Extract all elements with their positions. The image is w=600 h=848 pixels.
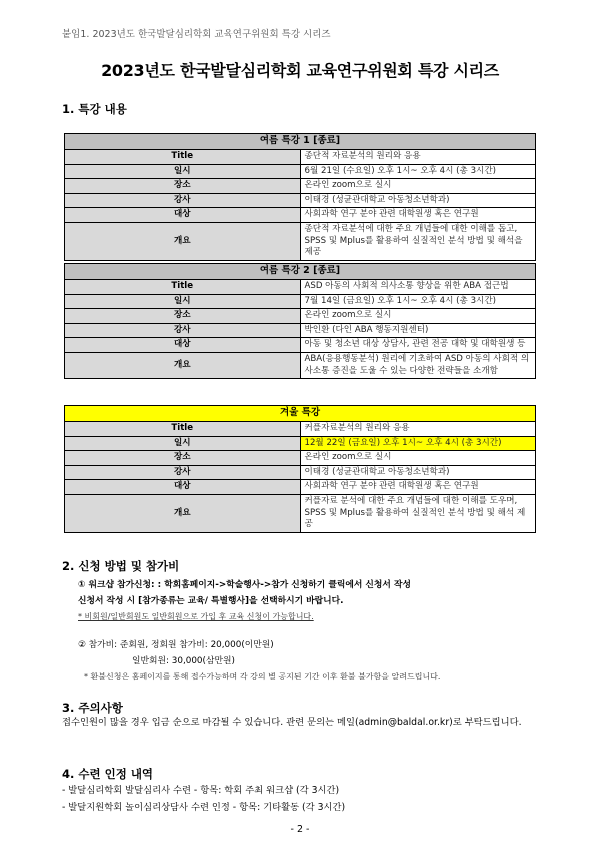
lecture2-lecturer: 박인환 (다인 ABA 행동지원센터)	[300, 323, 536, 338]
label-overview: 개요	[65, 352, 301, 378]
section1-heading: 1. 특강 내용	[62, 102, 127, 116]
label-target: 대상	[65, 480, 301, 495]
lecture1-target: 사회과학 연구 분야 관련 대학원생 혹은 연구원	[300, 208, 536, 223]
refund-note: * 환불신청은 홈페이지를 통해 접수가능하며 각 강의 별 공지된 기간 이후 환불 불가함을 알려드립니다.	[84, 672, 441, 681]
section4-heading: 4. 수련 인정 내역	[62, 767, 154, 781]
lecture2-target: 아동 및 청소년 대상 상담사, 관련 전공 대학 및 대학원생 등	[300, 338, 536, 353]
label-title: Title	[65, 280, 301, 295]
certification-item-1: - 발달심리학회 발달심리사 수련 - 항목: 학회 주최 워크샵 (각 3시간)	[62, 785, 340, 796]
lecture3-title: 커플자료분석의 원리와 응용	[300, 422, 536, 437]
label-target: 대상	[65, 208, 301, 223]
lecture3-date: 12월 22일 (금요일) 오후 1시~ 오후 4시 (총 3시간)	[300, 436, 536, 451]
lecture2-title: ASD 아동의 사회적 의사소통 향상을 위한 ABA 접근법	[300, 280, 536, 295]
label-lecturer: 강사	[65, 323, 301, 338]
label-date: 일시	[65, 294, 301, 309]
lecture2-heading: 여름 특강 2 [종료]	[65, 264, 536, 280]
page-number: - 2 -	[290, 824, 310, 835]
lecture1-lecturer: 이태경 (성균관대학교 아동청소년학과)	[300, 193, 536, 208]
lecture3-table	[64, 405, 536, 533]
lecture1-heading: 여름 특강 1 [종료]	[65, 134, 536, 150]
lecture1-date: 6월 21일 (수요일) 오후 1시~ 오후 4시 (총 3시간)	[300, 164, 536, 179]
lecture2-table	[64, 263, 536, 379]
label-date: 일시	[65, 436, 301, 451]
lecture1-title: 종단적 자료분석의 원리와 응용	[300, 150, 536, 165]
lecture3-lecturer: 이태경 (성균관대학교 아동청소년학과)	[300, 465, 536, 480]
label-place: 장소	[65, 451, 301, 466]
application-step1-detail: 신청서 작성 시 [참가종류는 교육/ 특별행사]을 선택하시기 바랍니다.	[78, 596, 344, 606]
section3-heading: 3. 주의사항	[62, 701, 123, 715]
fee-member: ② 참가비: 준회원, 정회원 참가비: 20,000(이만원)	[78, 640, 274, 650]
notice-text: 접수인원이 많을 경우 입금 순으로 마감될 수 있습니다. 관련 문의는 메일(admin@baldal.or.kr)로 부탁드립니다.	[62, 717, 522, 728]
header-note: 붙임1. 2023년도 한국발달심리학회 교육연구위원회 특강 시리즈	[62, 29, 331, 40]
lecture1-table	[64, 133, 536, 261]
label-place: 장소	[65, 309, 301, 324]
application-step1: ① 워크샵 참가신청: : 학회홈페이지->학술행사->참가 신청하기 클릭에서 신청서 작성	[78, 580, 411, 590]
certification-item-2: - 발달지원학회 놀이심리상담사 수련 인정 - 항목: 기타활동 (각 3시간)	[62, 802, 346, 813]
lecture3-overview: 커플자료 분석에 대한 주요 개념들에 대한 이해를 도우며, SPSS 및 Mplus를 활용하여 실질적인 분석 방법 및 해석 제공	[300, 494, 536, 532]
section2-heading: 2. 신청 방법 및 참가비	[62, 559, 180, 573]
fee-general: 일반회원: 30,000(삼만원)	[132, 656, 235, 666]
lecture3-place: 온라인 zoom으로 실시	[300, 451, 536, 466]
lecture1-place: 온라인 zoom으로 실시	[300, 179, 536, 194]
label-place: 장소	[65, 179, 301, 194]
label-title: Title	[65, 150, 301, 165]
lecture2-place: 온라인 zoom으로 실시	[300, 309, 536, 324]
label-lecturer: 강사	[65, 465, 301, 480]
label-overview: 개요	[65, 494, 301, 532]
lecture1-overview: 종단적 자료분석에 대한 주요 개념들에 대한 이해를 돕고, SPSS 및 Mplus를 활용하여 실질적인 분석 방법 및 해석을 제공	[300, 222, 536, 260]
lecture3-heading: 겨울 특강	[65, 406, 536, 422]
label-lecturer: 강사	[65, 193, 301, 208]
lecture3-target: 사회과학 연구 분야 관련 대학원생 혹은 연구원	[300, 480, 536, 495]
lecture2-date: 7월 14일 (금요일) 오후 1시~ 오후 4시 (총 3시간)	[300, 294, 536, 309]
label-target: 대상	[65, 338, 301, 353]
label-date: 일시	[65, 164, 301, 179]
application-note: * 비회원/일반회원도 일반회원으로 가입 후 교육 신청이 가능합니다.	[78, 612, 314, 621]
page-title: 2023년도 한국발달심리학회 교육연구위원회 특강 시리즈	[101, 61, 499, 80]
label-overview: 개요	[65, 222, 301, 260]
lecture2-overview: ABA(응용행동분석) 원리에 기초하여 ASD 아동의 사회적 의사소통 증진을 도울 수 있는 다양한 전략들을 소개함	[300, 352, 536, 378]
label-title: Title	[65, 422, 301, 437]
